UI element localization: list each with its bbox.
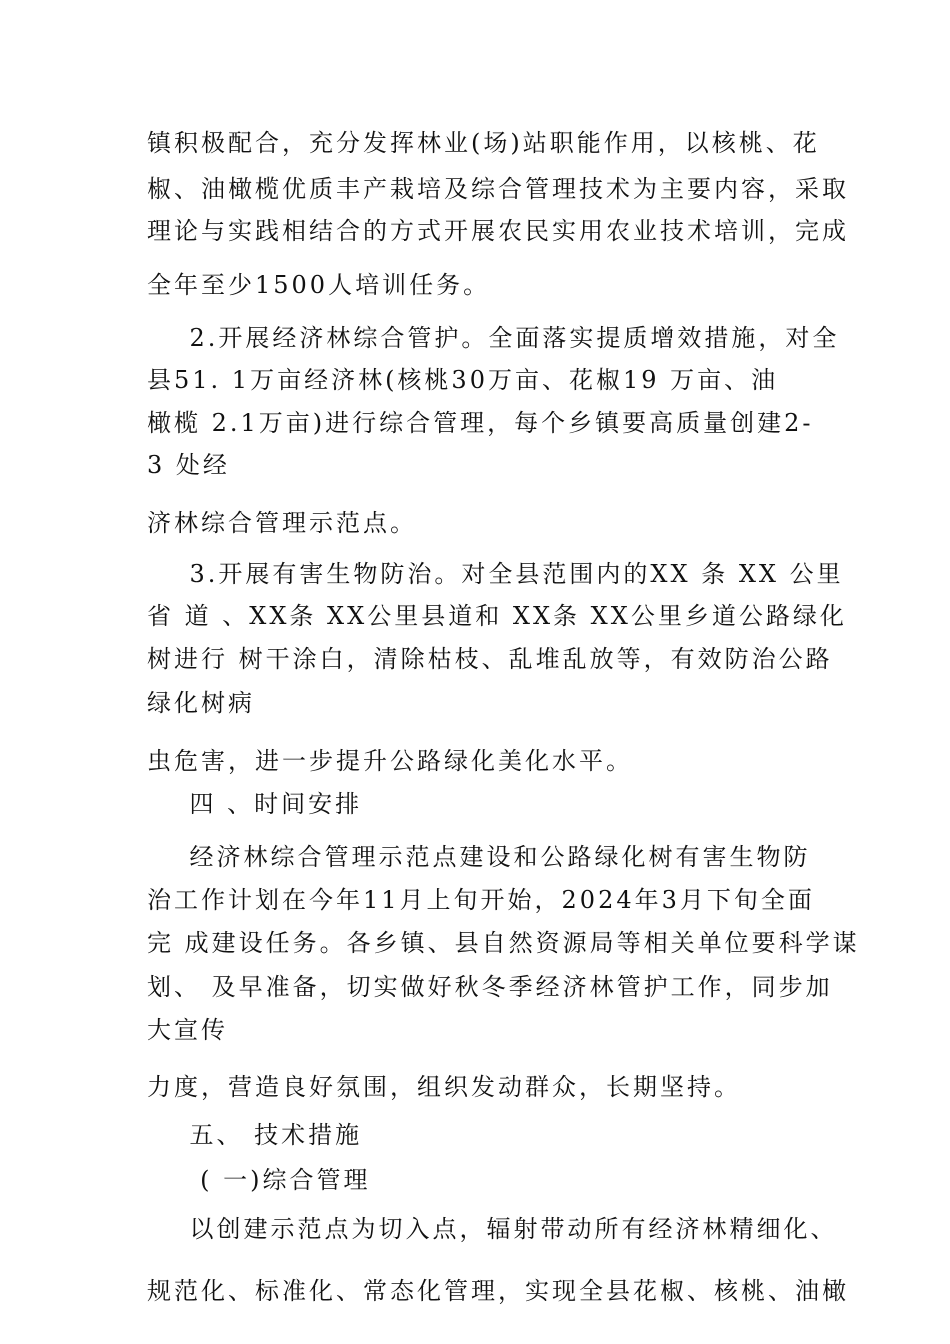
text-line: 虫危害，进一步提升公路绿化美化水平。 [147, 747, 633, 775]
text-line: 树进行 树干涂白，清除枯枝、乱堆乱放等，有效防治公路 [147, 645, 833, 673]
text-line: 大宣传 [147, 1016, 228, 1044]
text-line: 镇积极配合，充分发挥林业(场)站职能作用，以核桃、花 [147, 129, 820, 157]
text-line: 完 成建设任务。各乡镇、县自然资源局等相关单位要科学谋 [147, 929, 860, 957]
list-item-3: 3.开展有害生物防治。对全县范围内的XX 条 XX 公里 [147, 560, 844, 588]
text-line: 橄榄 2.1万亩)进行综合管理，每个乡镇要高质量创建2- [147, 409, 814, 437]
text-line: 省 道 、XX条 XX公里县道和 XX条 XX公里乡道公路绿化 [147, 602, 847, 630]
list-item-2: 2.开展经济林综合管护。全面落实提质增效措施，对全 [147, 324, 840, 352]
text-line: 划、 及早准备，切实做好秋冬季经济林管护工作，同步加 [147, 973, 833, 1001]
subsection-heading-1: ( 一)综合管理 [147, 1166, 371, 1194]
text-line: 县51. 1万亩经济林(核桃30万亩、花椒19 万亩、油 [147, 366, 779, 394]
text-line: 全年至少1500人培训任务。 [147, 271, 491, 299]
text-line: 椒、油橄榄优质丰产栽培及综合管理技术为主要内容，采取 [147, 175, 849, 203]
text-line: 绿化树病 [147, 689, 255, 717]
text-line: 理论与实践相结合的方式开展农民实用农业技术培训，完成 [147, 217, 849, 245]
section-heading-5: 五、 技术措施 [147, 1121, 363, 1149]
text-line: 力度，营造良好氛围，组织发动群众，长期坚持。 [147, 1073, 741, 1101]
text-line: 经济林综合管理示范点建设和公路绿化树有害生物防 [147, 843, 811, 871]
text-line: 治工作计划在今年11月上旬开始，2024年3月下旬全面 [147, 886, 815, 914]
text-line: 以创建示范点为切入点，辐射带动所有经济林精细化、 [147, 1215, 838, 1243]
text-line: 规范化、标准化、常态化管理，实现全县花椒、核桃、油橄 [147, 1277, 849, 1305]
text-line: 3 处经 [147, 451, 230, 479]
text-line: 济林综合管理示范点。 [147, 509, 417, 537]
section-heading-4: 四 、时间安排 [147, 790, 363, 818]
